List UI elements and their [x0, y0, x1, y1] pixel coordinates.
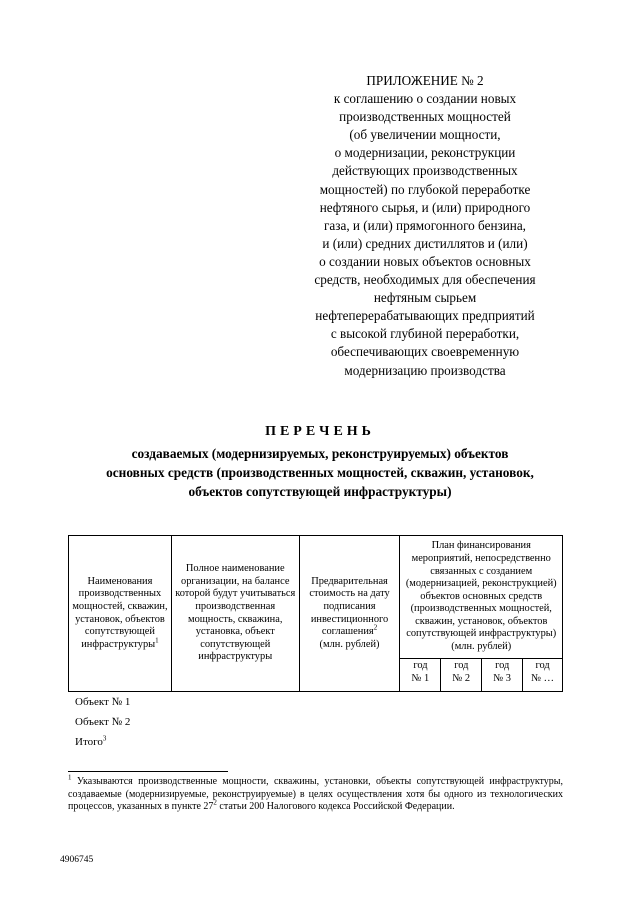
appendix-line: к соглашению о создании новых [333, 91, 517, 107]
year-label: год [454, 660, 469, 671]
appendix-line: нефтяным сырьем [373, 290, 477, 306]
footnote-text: Указываются производственные мощности, скважины, установки, объекты сопутствующей инфраструктуры, создаваемые (модернизируемые, реконструируемые) в целях осуществления хотя бы одного из технологических процессов, указанных в пункте 27 [68, 776, 564, 812]
subtitle-line: объектов сопутствующей инфраструктуры) [188, 484, 452, 499]
footnote-ref: 2 [373, 623, 378, 632]
year-number: № 1 [411, 672, 430, 684]
header-year-n [523, 659, 563, 692]
appendix-line: мощностей) по глубокой переработке [319, 181, 531, 197]
objects-table [68, 535, 563, 692]
document-title: ПЕРЕЧЕНЬ [265, 424, 375, 439]
table-rows [75, 692, 130, 752]
appendix-line: производственных мощностей [339, 109, 511, 125]
appendix-line: модернизацию производства [344, 362, 506, 378]
appendix-line: нефтяного сырья, и (или) природного [319, 199, 531, 215]
appendix-line: ПРИЛОЖЕНИЕ № 2 [366, 73, 484, 88]
appendix-line: действующих производственных [332, 163, 518, 179]
year-label: год [413, 660, 428, 671]
document-number: 4906745 [60, 855, 94, 865]
subtitle-line: создаваемых (модернизируемых, реконструируемых) объектов [131, 446, 509, 461]
year-label: год [535, 660, 550, 671]
footnote-ref: 2 [213, 798, 217, 807]
appendix-header [280, 72, 570, 380]
header-cost [299, 536, 400, 692]
appendix-line: средств, необходимых для обеспечения [314, 272, 536, 288]
appendix-line: обеспечивающих своевременную [330, 344, 520, 360]
year-label: год [495, 660, 510, 671]
year-number: № 2 [452, 672, 471, 684]
header-organization: Полное наименование организации, на балансе которой будут учитываться производственная мощность, скважина, установка, объект сопутствующей инфраструктуры [171, 536, 299, 692]
footnote-text-end: статьи 200 Налогового кодекса Российской Федерации. [216, 801, 455, 812]
appendix-line: о модернизации, реконструкции [334, 145, 516, 161]
footnote-marker: 1 [68, 773, 72, 782]
subtitle-line: основных средств (производственных мощностей, скважин, установок, [106, 465, 534, 480]
year-number: № 3 [493, 672, 512, 684]
row-object-2: Объект № 2 [75, 716, 131, 728]
appendix-line: (об увеличении мощности, [349, 127, 501, 143]
appendix-line: и (или) средних дистиллятов и (или) [322, 235, 528, 251]
footnote-separator [68, 771, 228, 772]
header-object-name-text: Наименования производственных мощностей, скважин, установок, объектов сопутствующей инфраструктуры [72, 575, 168, 650]
appendix-line: о создании новых объектов основных [319, 253, 531, 269]
footnote-ref: 3 [102, 734, 107, 743]
appendix-line: нефтеперерабатывающих предприятий [315, 308, 535, 324]
header-year-3 [482, 659, 523, 692]
row-total [75, 732, 130, 752]
footnote [68, 773, 564, 814]
row-object-1: Объект № 1 [75, 696, 131, 708]
header-year-1 [400, 659, 441, 692]
header-financing-plan: План финансирования мероприятий, непосредственно связанных с созданием (модернизацией, реконструкцией) объектов основных средств (производственных мощностей, скважин, установок, объектов сопутствующей инфраструктуры) (млн. рублей) [400, 536, 563, 659]
header-object-name [69, 536, 172, 692]
header-cost-text: Предварительная стоимость на дату подписания инвестиционного соглашения [309, 575, 390, 638]
appendix-line: с высокой глубиной переработки, [330, 326, 520, 342]
footnote-ref: 1 [155, 636, 159, 645]
document-subtitle [60, 444, 580, 501]
year-number: № … [531, 672, 554, 684]
header-cost-unit: (млн. рублей) [319, 638, 380, 650]
appendix-line: газа, и (или) прямогонного бензина, [324, 217, 526, 233]
header-year-2 [441, 659, 482, 692]
row-total-label: Итого [75, 736, 103, 748]
